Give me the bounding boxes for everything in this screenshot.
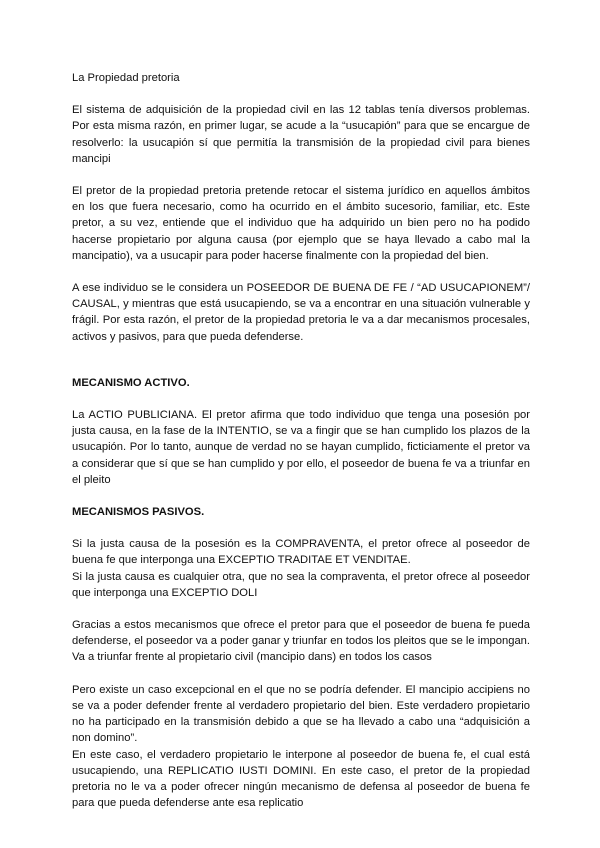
passive-paragraph-doli: Si la justa causa es cualquier otra, que no sea la compraventa, el pretor ofrece al poseedor que interponga una EXCEPTIO DOLI bbox=[72, 570, 530, 599]
passive-paragraph-replicatio: En este caso, el verdadero propietario le interpone al poseedor de buena fe, el cual está usucapiendo, una REPLICATIO IUSTI DOMINI. En este caso, el pretor de la propiedad pretoria no le va a poder ofrecer ningún mecanismo de defensa al poseedor de buena fe para que pueda defenderse ante esa replicatio bbox=[72, 748, 530, 810]
passive-paragraph-gracias: Gracias a estos mecanismos que ofrece el pretor para que el poseedor de buena fe pueda defenderse, el poseedor va a poder ganar y triunfar en todos los pleitos que se le impongan. Va a triunfar frente al propietario civil (mancipio dans) en todos los casos bbox=[72, 619, 530, 664]
document-title: La Propiedad pretoria bbox=[72, 72, 180, 84]
active-mechanism-heading: MECANISMO ACTIVO. bbox=[72, 376, 190, 389]
passive-paragraph-compraventa: Si la justa causa de la posesión es la COMPRAVENTA, el pretor ofrece al poseedor de buena fe que interponga una EXCEPTIO TRADITAE ET VENDITAE. bbox=[72, 538, 530, 567]
intro-paragraph-1: El sistema de adquisición de la propiedad civil en las 12 tablas tenía diversos problemas. Por esta misma razón, en primer lugar, se acude a la “usucapión” para que se encargue de resolverlo: la usucapión sí que permitía la transmisión de la propiedad civil para bienes mancipi bbox=[72, 104, 530, 165]
passive-paragraph-excepcional: Pero existe un caso excepcional en el que no se podría defender. El mancipio accipiens no se va a poder defender frente al verdadero propietario del bien. Este verdadero propietario no ha participado en la transmisión debido a que se ha llevado a cabo una “adquisición a non domino”. bbox=[72, 683, 530, 745]
document-body bbox=[72, 70, 530, 827]
passive-mechanisms-heading: MECANISMOS PASIVOS. bbox=[72, 506, 205, 519]
active-mechanism-paragraph: La ACTIO PUBLICIANA. El pretor afirma que todo individuo que tenga una posesión por justa causa, en la fase de la INTENTIO, se va a fingir que se han cumplido los plazos de la usucapión. Por lo tanto, aunque de verdad no se hayan cumplido, ficticiamente el pretor va a considerar que sí que se han cumplido y por ello, el poseedor de buena fe va a triunfar en el pleito bbox=[72, 409, 530, 486]
intro-paragraph-2: El pretor de la propiedad pretoria pretende retocar el sistema jurídico en aquellos ámbitos en los que fuera necesario, como ha ocurrido en el ámbito sucesorio, familiar, etc. Este pretor, a su vez, entiende que el individuo que ha adquirido un bien pero no ha podido hacerse propietario por alguna causa (por ejemplo que se haya llevado a cabo mal la mancipatio), va a usucapir para poder hacerse finalmente con la propiedad del bien. bbox=[72, 185, 530, 262]
intro-paragraph-3: A ese individuo se le considera un POSEEDOR DE BUENA DE FE / “AD USUCAPIONEM”/ CAUSAL, y mientras que está usucapiendo, se va a encontrar en una situación vulnerable y frágil. Por esta razón, el pretor de la propiedad pretoria le va a dar mecanismos procesales, activos y pasivos, para que pueda defenderse. bbox=[72, 282, 530, 343]
